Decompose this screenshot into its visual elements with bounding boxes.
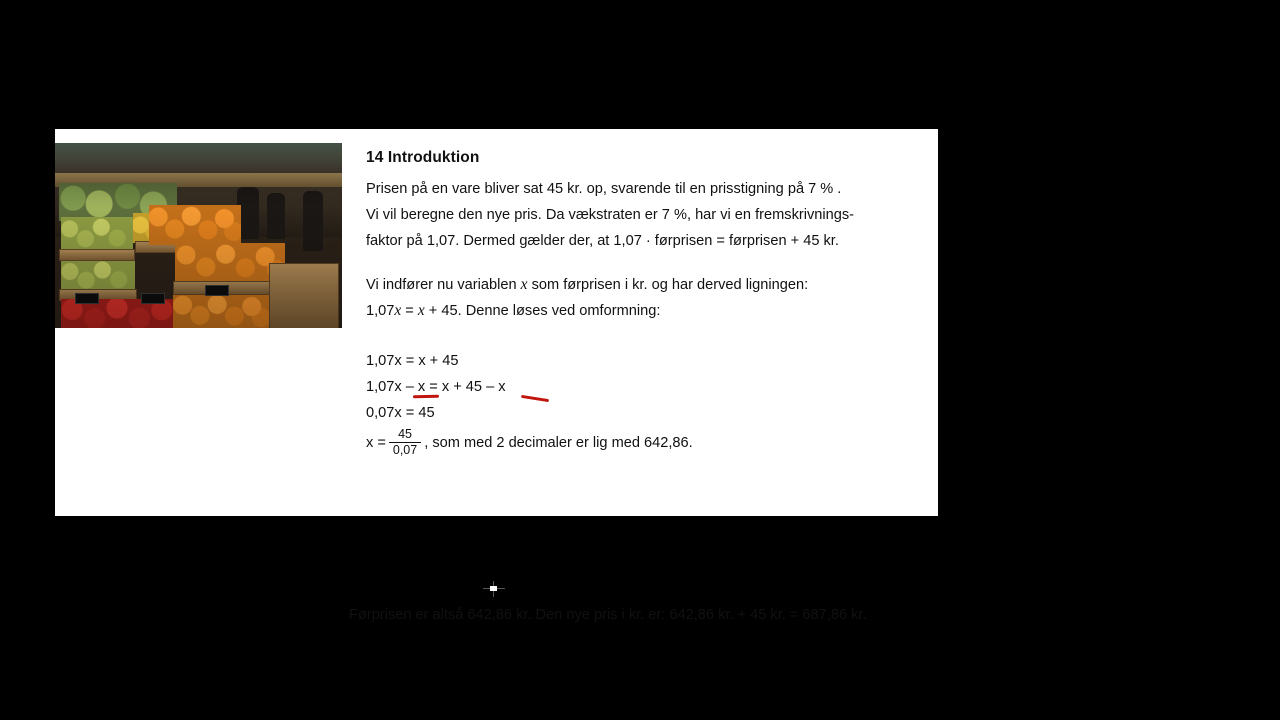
intro-line-1: Prisen på en vare bliver sat 45 kr. op, svarende til en prisstigning på 7 % . [366,181,842,197]
variable-intro-line [366,272,926,298]
intro-line-2: Vi vil beregne den nye pris. Da vækstraten er 7 %, har vi en fremskrivnings- [366,207,855,223]
fraction-trail: , som med 2 decimaler er lig med 642,86. [424,435,693,451]
photo-vignette [55,143,342,328]
equation-intro-tail: + 45. Denne løses ved omformning: [424,303,661,319]
fraction-lead: x = [366,435,386,451]
market-fruit-stall-photo [55,143,342,328]
variable-intro-post: som førprisen i kr. og har derved ligningen: [527,277,809,293]
equation-block [366,348,886,460]
slide-text-column [366,149,926,324]
red-underline-left [413,395,439,398]
equation-step-2: 1,07x – x = x + 45 – x [366,379,506,395]
paragraph-spacer [366,254,926,272]
variable-symbol-x: x [520,276,528,293]
fraction [389,428,421,457]
equation-step-1: 1,07x = x + 45 [366,353,459,369]
cursor-mask [490,586,497,591]
equation-intro-x2: x [417,302,425,319]
equation-step-3: 0,07x = 45 [366,405,435,421]
variable-intro-pre: Vi indfører nu variablen [366,277,521,293]
text-cursor-icon [483,581,505,597]
slide-card [55,129,938,623]
equation-intro-pre: 1,07 [366,303,395,319]
equation-intro-x1: x [394,302,402,319]
equation-step-4 [366,426,886,460]
fraction-numerator: 45 [398,426,412,441]
equation-step-2-wrapper [366,374,886,400]
intro-line-3: faktor på 1,07. Dermed gælder der, at 1,07 · førprisen = førprisen + 45 kr. [366,233,839,249]
conclusion-line: Førprisen er altså 642,86 kr. Den nye pris i kr. er: 642,86 kr. + 45 kr. = 687,86 kr. [349,607,867,623]
equation-intro-line [366,298,926,324]
equation-intro-eq: = [401,303,418,319]
fraction-denominator: 0,07 [392,442,418,457]
page-title: 14 Introduktion [366,149,480,166]
